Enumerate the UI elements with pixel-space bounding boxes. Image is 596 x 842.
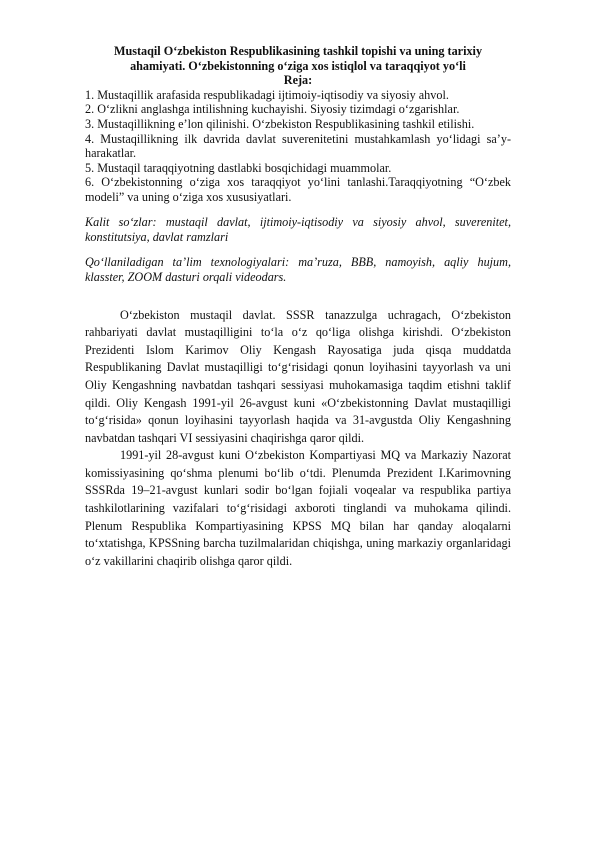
document-page <box>85 44 511 570</box>
plan-list <box>85 88 511 205</box>
spacer <box>85 285 511 307</box>
plan-heading: Reja: <box>283 73 313 88</box>
plan-item-1: 1. Mustaqillik arafasida respublikadagi ijtimoiy-iqtisodiy va siyosiy ahvol. <box>85 87 449 102</box>
plan-item-2: 2. O‘zlikni anglashga intilishning kuchayishi. Siyosiy tizimdagi o‘zgarishlar. <box>85 102 460 117</box>
plan-item-5: 5. Mustaqil taraqqiyotning dastlabki bosqichidagi muammolar. <box>85 160 392 175</box>
spacer <box>85 245 511 255</box>
technologies-paragraph: Qo‘llaniladigan ta’lim texnologiyalari: ma’ruza, BBB, namoyish, aqliy hujum, klasster, ZOOM dasturi orqali videodars. <box>85 254 511 284</box>
document-title-line-1: Mustaqil O‘zbekiston Respublikasining tashkil topishi va uning tarixiy <box>113 44 483 58</box>
plan-item-4: 4. Mustaqillikning ilk davrida davlat suverenitetini mustahkamlash yo‘lidagi sa’y-harakatlar. <box>85 131 511 161</box>
keywords-paragraph: Kalit so‘zlar: mustaqil davlat, ijtimoiy-iqtisodiy va siyosiy ahvol, suverenitet, konstitutsiya, davlat ramzlari <box>85 214 511 244</box>
document-title-line-2: ahamiyati. O‘zbekistonning o‘ziga xos istiqlol va taraqqiyot yo‘li <box>130 58 466 73</box>
body-paragraph-2: 1991-yil 28-avgust kuni O‘zbekiston Kompartiyasi MQ va Markaziy Nazorat komissiyasining qo‘shma plenumi bo‘lib o‘tdi. Plenumda Prezident I.Karimovning SSSRda 19–21-avgust kunlari sodir bo‘lgan fojiali voqealar va respublika partiya tashkilotlarining vazifalari to‘g‘risidagi axboroti tinglandi va muhokama qilindi. Plenum Respublika Kompartiyasining KPSS MQ bilan har qanday aloqalarni to‘xtatishga, KPSSning barcha tuzilmalaridan chiqishga, uning markaziy organlaridagi o‘z vakillarini chaqirib olishga qaror qildi. <box>85 448 511 568</box>
spacer <box>85 205 511 215</box>
plan-item-6: 6. O‘zbekistonning o‘ziga xos taraqqiyot yo‘lini tanlashi.Taraqqiyotning “O‘zbek modeli” va uning o‘ziga xos xususiyatlari. <box>85 175 511 204</box>
plan-item-3: 3. Mustaqillikning e’lon qilinishi. O‘zbekiston Respublikasining tashkil etilishi. <box>85 116 475 131</box>
body-paragraph-1: O‘zbekiston mustaqil davlat. SSSR tanazzulga uchragach, O‘zbekiston rahbariyati davlat mustaqilligini to‘la o‘z qo‘liga olishga kirishdi. O‘zbekiston Prezidenti Islom Karimov Oliy Kengash Rayosatiga juda qisqa muddatda Respublikaning Davlat mustaqilligi to‘g‘risidagi qonun loyihasini tayyorlash va uni Oliy Kengashning navbatdan tashqari sessiyasi muhokamasiga taqdim etishni taklif qildi. Oliy Kengash 1991-yil 26-avgust kuni «O‘zbekistonning Davlat mustaqilligi to‘g‘risida» qonun loyihasini tayyorlash haqida va 31-avgustda Oliy Kengashning navbatdan tashqari VI sessiyasini chaqirishga qaror qildi. <box>85 307 511 445</box>
